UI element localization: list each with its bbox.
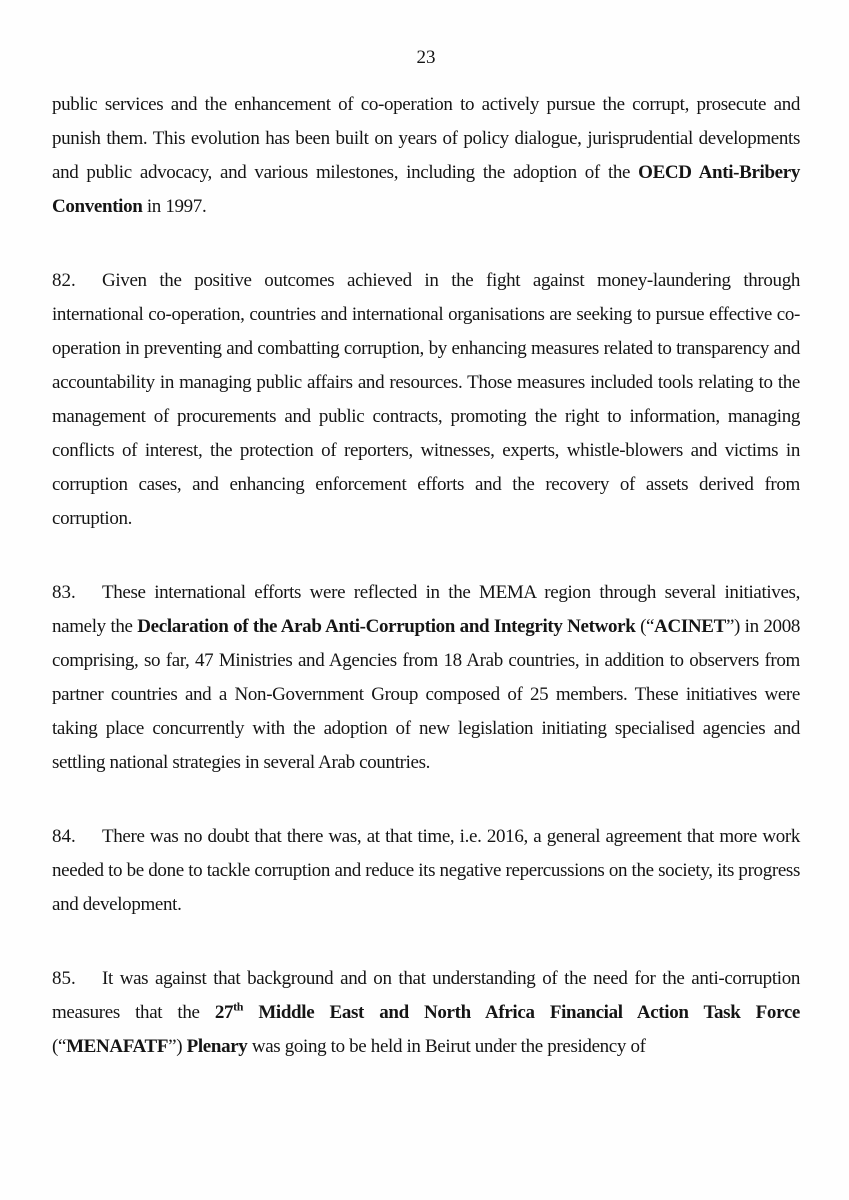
paragraph-continuation: [52, 88, 800, 224]
text-run: Declaration of the Arab Anti-Corruption and Integrity Network: [137, 616, 636, 637]
paragraph-83: [52, 576, 800, 780]
text-run: OECD Anti-Bribery Convention: [52, 162, 801, 217]
text-run: Middle East and North Africa Financial Action Task Force: [243, 1002, 800, 1023]
text-run: ”) in 2008 comprising, so far, 47 Ministries and Agencies from 18 Arab countries, in addition to observers from partner countries and a Non-Government Group composed of 25 members. These initiatives were taking place concurrently with the adoption of new legislation initiating specialised agencies and settling national strategies in several Arab countries.: [52, 616, 800, 773]
text-run: There was no doubt that there was, at that time, i.e. 2016, a general agreement that more work needed to be done to tackle corruption and reduce its negative repercussions on the society, its progress and development.: [52, 826, 800, 915]
paragraph-85: [52, 962, 800, 1064]
paragraph-number: 83.: [52, 582, 76, 603]
paragraph-82: [52, 264, 800, 536]
text-run: (“: [635, 616, 655, 637]
text-run: was going to be held in Beirut under the presidency of: [247, 1036, 646, 1057]
document-body: [52, 88, 800, 1064]
text-run: in 1997.: [142, 196, 207, 217]
text-run: Given the positive outcomes achieved in the fight against money-laundering through international co-operation, countries and international organisations are seeking to pursue effective co-operation in preventing and combatting corruption, by enhancing measures related to transparency and accountability in managing public affairs and resources. Those measures included tools relating to the management of procurements and public contracts, promoting the right to information, managing conflicts of interest, the protection of reporters, witnesses, experts, whistle-blowers and victims in corruption cases, and enhancing enforcement efforts and the recovery of assets derived from corruption.: [52, 270, 800, 529]
text-run: ACINET: [654, 616, 726, 637]
text-run: These international efforts were reflected in the MEMA region through several initiatives, namely the: [52, 582, 800, 637]
text-run: MENAFATF: [66, 1036, 169, 1057]
text-run: public services and the enhancement of co-operation to actively pursue the corrupt, prosecute and punish them. This evolution has been built on years of policy dialogue, jurisprudential developments and public advocacy, and various milestones, including the adoption of the: [52, 94, 800, 183]
paragraph-number: 84.: [52, 826, 76, 847]
text-run: Plenary: [186, 1036, 248, 1057]
paragraph-number: 85.: [52, 968, 76, 989]
text-run: 27: [214, 1002, 234, 1023]
paragraph-number: 82.: [52, 270, 76, 291]
paragraph-84: [52, 820, 800, 922]
text-run: It was against that background and on that understanding of the need for the anti-corruption measures that the: [52, 968, 800, 1023]
text-run: (“: [52, 1036, 67, 1057]
text-run: th: [233, 999, 244, 1014]
text-run: ”): [168, 1036, 187, 1057]
page-number: 23: [416, 47, 436, 68]
